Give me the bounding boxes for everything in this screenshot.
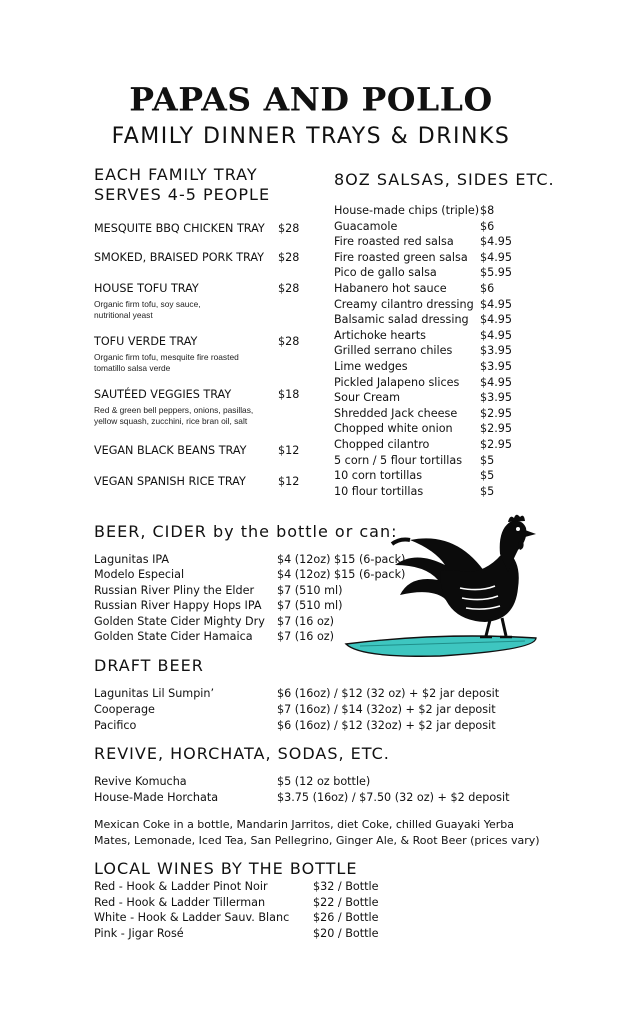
wine-item-name: Red - Hook & Ladder Pinot Noir bbox=[94, 880, 268, 893]
salsa-item-name: Chopped white onion bbox=[334, 422, 453, 436]
salsa-item-price: $6 bbox=[480, 219, 495, 233]
beer-item-name: Russian River Happy Hops IPA bbox=[94, 599, 262, 613]
beer-item-name: Golden State Cider Mighty Dry bbox=[94, 614, 265, 628]
salsa-item-price: $3.95 bbox=[480, 344, 513, 358]
salsa-item-price: $5 bbox=[480, 484, 495, 498]
tray-name: TOFU VERDE TRAY bbox=[94, 335, 198, 348]
salsa-item-name: Fire roasted red salsa bbox=[334, 235, 454, 249]
salsa-item-name: Artichoke hearts bbox=[334, 328, 426, 342]
wines-heading: LOCAL WINES BY THE BOTTLE bbox=[94, 859, 358, 878]
salsa-item-name: Habanero hot sauce bbox=[334, 282, 447, 295]
revive-item-price: $5 (12 oz bottle) bbox=[277, 775, 371, 788]
draft-heading: DRAFT BEER bbox=[94, 656, 204, 675]
tray-name: SMOKED, BRAISED PORK TRAY bbox=[94, 251, 264, 264]
trays-heading-line1: EACH FAMILY TRAY bbox=[94, 165, 258, 184]
salsa-item-name: Sour Cream bbox=[334, 391, 400, 405]
rooster-on-surfboard-icon bbox=[340, 510, 540, 670]
sodas-line-1: Mexican Coke in a bottle, Mandarin Jarritos, diet Coke, chilled Guayaki Yerba bbox=[94, 818, 514, 831]
salsa-item-price: $4.95 bbox=[480, 235, 513, 249]
salsa-item-price: $6 bbox=[480, 282, 495, 295]
salsa-item-price: $4.95 bbox=[480, 250, 513, 264]
salsa-item-name: Pickled Jalapeno slices bbox=[334, 375, 460, 389]
tray-name: HOUSE TOFU TRAY bbox=[94, 282, 199, 295]
salsa-item-name: Lime wedges bbox=[334, 360, 408, 373]
page-title: PAPAS AND POLLO bbox=[129, 80, 493, 119]
beer-heading: BEER, CIDER by the bottle or can: bbox=[94, 522, 398, 541]
salsa-item-name: 10 corn tortillas bbox=[334, 469, 423, 483]
beer-item-name: Lagunitas IPA bbox=[94, 553, 170, 566]
salsa-item-price: $4.95 bbox=[480, 375, 513, 389]
draft-item-name: Cooperage bbox=[94, 703, 155, 716]
wine-item-price: $22 / Bottle bbox=[313, 895, 379, 909]
revive-item-name: House-Made Horchata bbox=[94, 791, 219, 804]
salsa-item-price: $4.95 bbox=[480, 313, 513, 327]
tray-name: MESQUITE BBQ CHICKEN TRAY bbox=[94, 222, 265, 235]
salsa-item-name: Grilled serrano chiles bbox=[334, 344, 453, 358]
beer-item-price: $4 (12oz) $15 (6-pack) bbox=[277, 553, 406, 566]
wine-item-price: $32 / Bottle bbox=[313, 880, 379, 893]
salsa-item-name: 5 corn / 5 flour tortillas bbox=[334, 453, 463, 467]
tray-note: Red & green bell peppers, onions, pasillas, yellow squash, zucchini, rice bran oil, salt bbox=[94, 405, 254, 426]
draft-item-price: $7 (16oz) / $14 (32oz) + $2 jar deposit bbox=[277, 703, 496, 716]
wine-item-price: $26 / Bottle bbox=[313, 911, 379, 925]
wine-item-name: White - Hook & Ladder Sauv. Blanc bbox=[94, 911, 290, 925]
tray-price: $28 bbox=[278, 222, 300, 235]
draft-item-name: Pacifico bbox=[94, 719, 137, 732]
salsa-item-name: Shredded Jack cheese bbox=[334, 406, 458, 420]
trays-heading-line2: SERVES 4-5 PEOPLE bbox=[94, 185, 271, 204]
salsa-item-price: $2.95 bbox=[480, 438, 513, 451]
tray-name: SAUTÉED VEGGIES TRAY bbox=[94, 388, 232, 401]
draft-item-price: $6 (16oz) / $12 (32 oz) + $2 jar deposit bbox=[277, 687, 500, 700]
salsa-item-name: Pico de gallo salsa bbox=[334, 266, 437, 280]
draft-item-price: $6 (16oz) / $12 (32oz) + $2 jar deposit bbox=[277, 719, 496, 732]
wine-item-name: Red - Hook & Ladder Tillerman bbox=[94, 895, 266, 909]
beer-item-name: Golden State Cider Hamaica bbox=[94, 630, 253, 643]
sodas-line-2: Mates, Lemonade, Iced Tea, San Pellegrino, Ginger Ale, & Root Beer (prices vary) bbox=[94, 834, 540, 847]
salsas-heading: 8OZ SALSAS, SIDES ETC. bbox=[334, 170, 555, 189]
page-subtitle: FAMILY DINNER TRAYS & DRINKS bbox=[111, 124, 511, 149]
beer-item-price: $7 (510 ml) bbox=[277, 583, 343, 597]
salsa-item-price: $5 bbox=[480, 453, 495, 467]
salsa-item-price: $4.95 bbox=[480, 328, 513, 342]
revive-heading: REVIVE, HORCHATA, SODAS, ETC. bbox=[94, 744, 390, 763]
beer-item-name: Russian River Pliny the Elder bbox=[94, 583, 255, 597]
wine-item-price: $20 / Bottle bbox=[313, 926, 379, 940]
salsa-item-name: Guacamole bbox=[334, 219, 398, 233]
tray-price: $28 bbox=[278, 251, 300, 264]
beer-item-name: Modelo Especial bbox=[94, 568, 185, 582]
salsa-item-price: $5.95 bbox=[480, 266, 513, 280]
draft-item-name: Lagunitas Lil Sumpin’ bbox=[94, 687, 215, 700]
tray-price: $28 bbox=[278, 282, 300, 295]
salsa-item-name: House-made chips (triple) bbox=[334, 204, 480, 217]
salsa-item-price: $4.95 bbox=[480, 297, 513, 311]
tray-price: $12 bbox=[278, 475, 300, 488]
salsa-item-price: $2.95 bbox=[480, 406, 513, 420]
salsa-item-price: $2.95 bbox=[480, 422, 513, 436]
salsa-item-name: Chopped cilantro bbox=[334, 438, 430, 451]
salsa-item-price: $3.95 bbox=[480, 360, 513, 373]
tray-note: Organic firm tofu, soy sauce, nutritional yeast bbox=[94, 299, 201, 320]
salsa-item-name: Balsamic salad dressing bbox=[334, 313, 469, 327]
beer-item-price: $7 (510 ml) bbox=[277, 599, 343, 613]
wine-item-name: Pink - Jigar Rosé bbox=[94, 926, 184, 940]
tray-price: $12 bbox=[278, 444, 300, 457]
tray-price: $28 bbox=[278, 335, 300, 348]
salsa-item-price: $3.95 bbox=[480, 391, 513, 405]
revive-item-name: Revive Komucha bbox=[94, 775, 187, 788]
beer-item-price: $7 (16 oz) bbox=[277, 630, 335, 643]
tray-name: VEGAN SPANISH RICE TRAY bbox=[94, 475, 246, 488]
salsa-item-price: $5 bbox=[480, 469, 495, 483]
tray-note: Organic firm tofu, mesquite fire roasted tomatillo salsa verde bbox=[94, 352, 239, 373]
beer-item-price: $4 (12oz) $15 (6-pack) bbox=[277, 568, 406, 582]
tray-price: $18 bbox=[278, 388, 300, 401]
salsa-item-name: 10 flour tortillas bbox=[334, 484, 424, 498]
revive-item-price: $3.75 (16oz) / $7.50 (32 oz) + $2 deposit bbox=[277, 791, 510, 804]
tray-name: VEGAN BLACK BEANS TRAY bbox=[94, 444, 247, 457]
salsa-item-price: $8 bbox=[480, 204, 495, 217]
salsa-item-name: Creamy cilantro dressing bbox=[334, 297, 474, 311]
salsa-item-name: Fire roasted green salsa bbox=[334, 250, 468, 264]
beer-item-price: $7 (16 oz) bbox=[277, 614, 335, 628]
